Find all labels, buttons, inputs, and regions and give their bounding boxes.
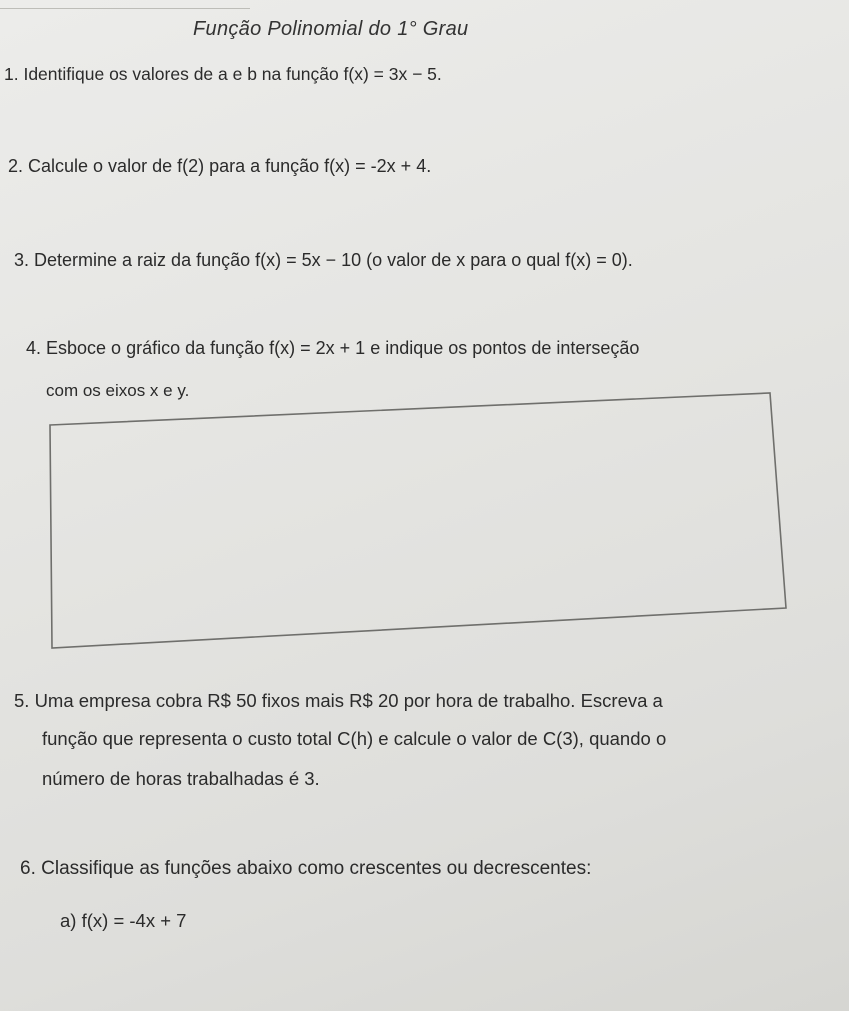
question-1: 1. Identifique os valores de a e b na função f(x) = 3x − 5. <box>4 64 442 84</box>
question-5-line-3: número de horas trabalhadas é 3. <box>42 768 320 789</box>
question-2: 2. Calcule o valor de f(2) para a função f(x) = -2x + 4. <box>8 156 432 176</box>
question-4-line-1: 4. Esboce o gráfico da função f(x) = 2x + 1 e indique os pontos de interseção <box>26 338 640 358</box>
question-6-item-a: a) f(x) = -4x + 7 <box>60 910 187 931</box>
question-3: 3. Determine a raiz da função f(x) = 5x − 10 (o valor de x para o qual f(x) = 0). <box>14 250 633 270</box>
top-divider <box>0 8 250 9</box>
question-4-line-2: com os eixos x e y. <box>46 381 190 400</box>
question-6: 6. Classifique as funções abaixo como crescentes ou decrescentes: <box>20 858 592 879</box>
question-5-line-1: 5. Uma empresa cobra R$ 50 fixos mais R$ 20 por hora de trabalho. Escreva a <box>14 690 663 711</box>
worksheet-title: Função Polinomial do 1° Grau <box>193 18 469 40</box>
answer-box-outline <box>50 393 786 648</box>
question-5-line-2: função que representa o custo total C(h) e calcule o valor de C(3), quando o <box>42 728 667 749</box>
